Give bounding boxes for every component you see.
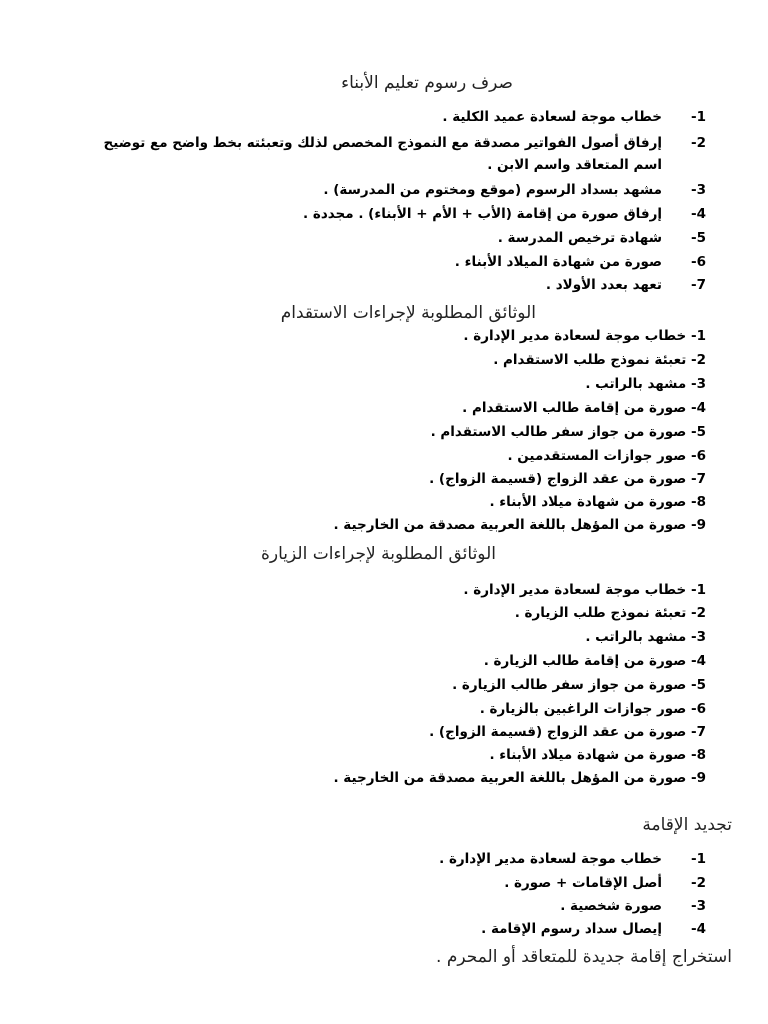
list-item: [333, 768, 706, 788]
item-number: 5-: [690, 424, 706, 440]
item-text: خطاب موجة لسعادة مدير الإدارة .: [463, 582, 687, 598]
item-text: صورة من عقد الزواج (قسيمة الزواج) .: [429, 724, 687, 740]
list-item: [455, 252, 706, 272]
item-number: 2-: [690, 875, 706, 891]
list-item: [429, 469, 706, 489]
item-text: صورة من عقد الزواج (قسيمة الزواج) .: [429, 471, 687, 487]
list-item: [103, 133, 706, 153]
item-number: 9-: [690, 770, 706, 786]
item-text: تعبئة نموذج طلب الاستقدام .: [493, 352, 687, 368]
item-text: خطاب موجة لسعادة عميد الكلية .: [442, 109, 662, 125]
item-number: 3-: [690, 898, 706, 914]
list-item: [463, 326, 706, 346]
list-item: [463, 580, 706, 600]
item-text: اسم المتعاقد واسم الابن .: [487, 157, 662, 173]
item-text: خطاب موجة لسعادة مدير الإدارة .: [439, 851, 662, 867]
item-text: صورة من شهادة الميلاد الأبناء .: [454, 254, 662, 270]
section-title-residence-renewal: تجديد الإقامة: [642, 815, 732, 835]
item-number: 1-: [690, 582, 706, 598]
item-number: 8-: [690, 747, 706, 763]
list-item: [303, 204, 706, 224]
item-number: 5-: [690, 677, 706, 693]
list-item: [560, 896, 706, 916]
item-text: صورة من شهادة ميلاد الأبناء .: [489, 494, 687, 510]
item-number: 7-: [690, 277, 706, 293]
item-number: 6-: [690, 254, 706, 270]
item-number: 7-: [690, 471, 706, 487]
item-text: إرفاق أصول الفواتير مصدقة مع النموذج المخصص لذلك وتعبئته بخط واضح مع توضيح: [103, 135, 662, 151]
new-residence-line: استخراج إقامة جديدة للمتعاقد أو المحرم .: [436, 947, 732, 967]
item-text: صورة من المؤهل باللغة العربية مصدقة من الخارجية .: [333, 517, 687, 533]
item-text: تعهد بعدد الأولاد .: [545, 277, 662, 293]
item-text: أصل الإقامات + صورة .: [504, 875, 662, 891]
list-item: [323, 180, 706, 200]
item-number: 6-: [690, 701, 706, 717]
list-item: [489, 745, 706, 765]
list-item: [546, 275, 706, 295]
item-number: 4-: [690, 206, 706, 222]
item-number: 5-: [690, 230, 706, 246]
list-item: [333, 515, 706, 535]
list-item: [442, 107, 706, 127]
item-number: 7-: [690, 724, 706, 740]
item-number: 4-: [690, 400, 706, 416]
item-number: 1-: [690, 851, 706, 867]
list-item: [431, 422, 706, 442]
item-text: صورة من إقامة طالب الزيارة .: [483, 653, 687, 669]
item-text: مشهد بسداد الرسوم (موقع ومختوم من المدرسة) .: [323, 182, 662, 198]
item-number: 4-: [690, 921, 706, 937]
list-item: [439, 849, 706, 869]
list-item: [515, 603, 706, 623]
list-item: [452, 675, 706, 695]
item-text: صورة من جواز سفر طالب الزيارة .: [452, 677, 687, 693]
item-text: مشهد بالراتب .: [585, 376, 687, 392]
list-item: [481, 919, 706, 939]
item-text: خطاب موجة لسعادة مدير الإدارة .: [463, 328, 687, 344]
item-text: صورة من إقامة طالب الاستقدام .: [462, 400, 687, 416]
item-text: إرفاق صورة من إقامة (الأب + الأم + الأبناء) . مجددة .: [303, 206, 662, 222]
item-number: 1-: [690, 328, 706, 344]
item-number: 4-: [690, 653, 706, 669]
list-item: [484, 651, 706, 671]
item-text: مشهد بالراتب .: [585, 629, 687, 645]
list-item-continuation: [487, 155, 662, 175]
item-number: 2-: [690, 605, 706, 621]
list-item: [480, 699, 706, 719]
list-item: [504, 873, 706, 893]
item-number: 1-: [690, 109, 706, 125]
section-title-recruitment: الوثائق المطلوبة لإجراءات الاستقدام: [280, 303, 536, 323]
item-text: صورة من شهادة ميلاد الأبناء .: [489, 747, 687, 763]
list-item: [462, 398, 706, 418]
item-number: 8-: [690, 494, 706, 510]
item-number: 9-: [690, 517, 706, 533]
list-item: [585, 374, 706, 394]
item-number: 2-: [690, 135, 706, 151]
item-text: صورة من جواز سفر طالب الاستقدام .: [430, 424, 687, 440]
item-number: 3-: [690, 629, 706, 645]
item-text: شهادة ترخيص المدرسة .: [497, 230, 662, 246]
list-item: [498, 228, 706, 248]
list-item: [489, 492, 706, 512]
item-number: 2-: [690, 352, 706, 368]
item-text: تعبئة نموذج طلب الزيارة .: [514, 605, 687, 621]
item-number: 3-: [690, 182, 706, 198]
item-text: صور جوازات المستقدمين .: [507, 448, 687, 464]
list-item: [493, 350, 706, 370]
section-title-visit: الوثائق المطلوبة لإجراءات الزيارة: [261, 544, 496, 564]
item-text: صورة من المؤهل باللغة العربية مصدقة من الخارجية .: [333, 770, 687, 786]
section-title-education-fees: صرف رسوم تعليم الأبناء: [341, 73, 513, 93]
list-item: [429, 722, 706, 742]
item-number: 6-: [690, 448, 706, 464]
item-text: صور جوازات الراغبين بالزيارة .: [479, 701, 687, 717]
list-item: [507, 446, 706, 466]
item-text: صورة شخصية .: [560, 898, 662, 914]
list-item: [585, 627, 706, 647]
item-number: 3-: [690, 376, 706, 392]
item-text: إيصال سداد رسوم الإقامة .: [481, 921, 662, 937]
